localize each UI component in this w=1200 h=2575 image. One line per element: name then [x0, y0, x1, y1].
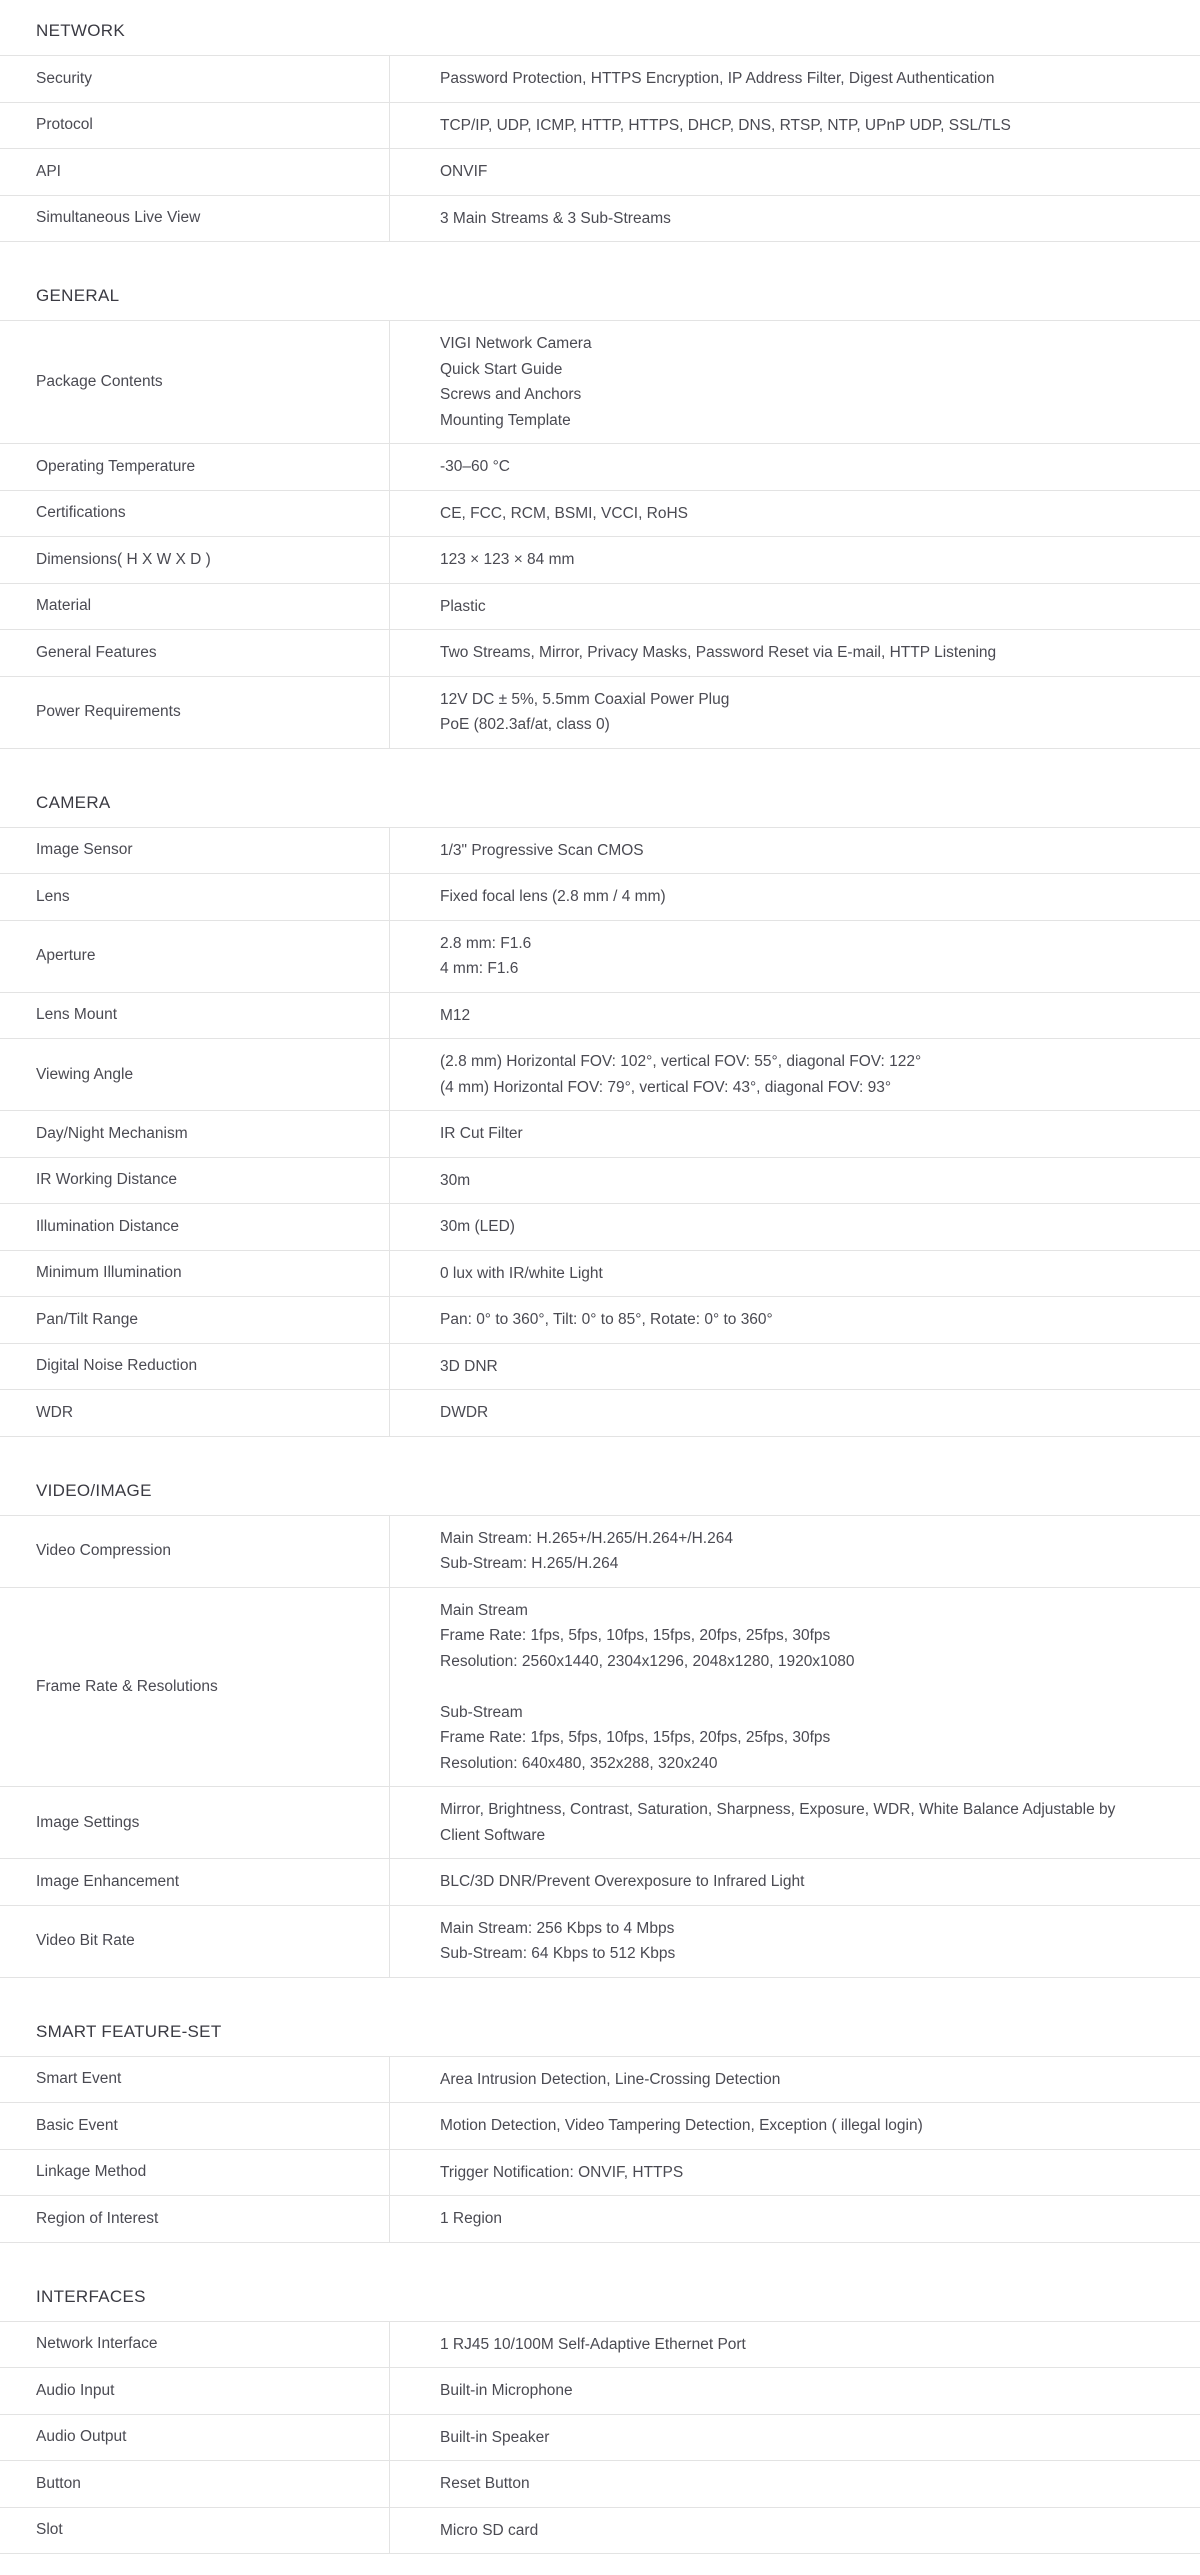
- spec-label: Day/Night Mechanism: [0, 1111, 390, 1157]
- spec-label: Image Enhancement: [0, 1859, 390, 1905]
- spec-row-power-requirements: [0, 677, 1200, 749]
- spec-row-operating-temperature: [0, 444, 1200, 491]
- spec-row-general-features: [0, 630, 1200, 677]
- spec-value: [390, 828, 1200, 874]
- spec-label: Viewing Angle: [0, 1039, 390, 1110]
- spec-row-material: [0, 584, 1200, 631]
- spec-row-video-compression: [0, 1516, 1200, 1588]
- spec-value-line: Micro SD card: [440, 2521, 539, 2539]
- spec-row-image-settings: [0, 1787, 1200, 1859]
- spec-value-line: 2.8 mm: F1.6: [440, 934, 532, 952]
- spec-value-line: 3 Main Streams & 3 Sub-Streams: [440, 209, 671, 227]
- spec-value-line: Frame Rate: 1fps, 5fps, 10fps, 15fps, 20fps, 25fps, 30fps: [440, 1729, 831, 1746]
- spec-value-line: [440, 1674, 1160, 1700]
- spec-label: Illumination Distance: [0, 1204, 390, 1250]
- spec-value-line: Reset Button: [440, 2475, 530, 2492]
- spec-value: [390, 491, 1200, 537]
- spec-row-simultaneous-live-view: [0, 196, 1200, 243]
- spec-value: [390, 56, 1200, 102]
- spec-value-line: 12V DC ± 5%, 5.5mm Coaxial Power Plug: [440, 690, 730, 708]
- spec-label: Region of Interest: [0, 2196, 390, 2242]
- spec-value-line: ONVIF: [440, 163, 488, 180]
- spec-section-camera: [0, 749, 1200, 1437]
- spec-label: Power Requirements: [0, 677, 390, 748]
- spec-section-network: [0, 0, 1200, 242]
- spec-row-wdr: [0, 1390, 1200, 1437]
- spec-value-line: Quick Start Guide: [440, 360, 563, 378]
- spec-value-line: 1 RJ45 10/100M Self-Adaptive Ethernet Port: [440, 2335, 746, 2353]
- spec-label: Video Bit Rate: [0, 1906, 390, 1977]
- spec-value-line: Pan: 0° to 360°, Tilt: 0° to 85°, Rotate: 0° to 360°: [440, 1311, 773, 1328]
- spec-value: [390, 2150, 1200, 2196]
- spec-value-line: Area Intrusion Detection, Line-Crossing Detection: [440, 2070, 781, 2088]
- spec-label: Pan/Tilt Range: [0, 1297, 390, 1343]
- spec-row-minimum-illumination: [0, 1251, 1200, 1298]
- spec-value-line: Main Stream: H.265+/H.265/H.264+/H.264: [440, 1529, 733, 1547]
- spec-row-image-enhancement: [0, 1859, 1200, 1906]
- spec-label: Material: [0, 584, 390, 630]
- spec-row-audio-output: [0, 2415, 1200, 2462]
- spec-value-line: Resolution: 2560x1440, 2304x1296, 2048x1280, 1920x1080: [440, 1652, 855, 1670]
- spec-label: Simultaneous Live View: [0, 196, 390, 242]
- spec-value-line: 4 mm: F1.6: [440, 960, 519, 977]
- spec-value-line: Resolution: 640x480, 352x288, 320x240: [440, 1754, 718, 1772]
- spec-value-line: IR Cut Filter: [440, 1125, 523, 1142]
- spec-value: [390, 2508, 1200, 2554]
- section-title: INTERFACES: [0, 2243, 1200, 2322]
- spec-value: [390, 2322, 1200, 2368]
- spec-value-line: Client Software: [440, 1826, 546, 1844]
- section-title: VIDEO/IMAGE: [0, 1437, 1200, 1516]
- spec-row-video-bit-rate: [0, 1906, 1200, 1978]
- spec-value-line: 1 Region: [440, 2210, 503, 2227]
- spec-value-line: Fixed focal lens (2.8 mm / 4 mm): [440, 888, 666, 905]
- spec-value: [390, 584, 1200, 630]
- spec-value-line: 0 lux with IR/white Light: [440, 1264, 603, 1282]
- spec-value: [390, 1158, 1200, 1204]
- spec-value: [390, 1251, 1200, 1297]
- spec-value-line: (4 mm) Horizontal FOV: 79°, vertical FOV: 43°, diagonal FOV: 93°: [440, 1078, 892, 1096]
- spec-row-aperture: [0, 921, 1200, 993]
- spec-label: IR Working Distance: [0, 1158, 390, 1204]
- spec-label: Aperture: [0, 921, 390, 992]
- spec-value: [390, 2461, 1200, 2507]
- spec-label: Linkage Method: [0, 2150, 390, 2196]
- spec-value-line: PoE (802.3af/at, class 0): [440, 716, 610, 733]
- spec-value: [390, 1588, 1200, 1787]
- spec-label: Video Compression: [0, 1516, 390, 1587]
- spec-section-video-image: [0, 1437, 1200, 1978]
- spec-value: [390, 2368, 1200, 2414]
- spec-label: Digital Noise Reduction: [0, 1344, 390, 1390]
- spec-label: Network Interface: [0, 2322, 390, 2368]
- spec-value-line: Screws and Anchors: [440, 386, 582, 403]
- section-title: CAMERA: [0, 749, 1200, 828]
- spec-value: [390, 2196, 1200, 2242]
- spec-value-line: Password Protection, HTTPS Encryption, IP Address Filter, Digest Authentication: [440, 70, 995, 87]
- spec-label: Certifications: [0, 491, 390, 537]
- spec-value-line: Two Streams, Mirror, Privacy Masks, Password Reset via E-mail, HTTP Listening: [440, 644, 997, 661]
- spec-value: [390, 321, 1200, 443]
- spec-label: API: [0, 149, 390, 195]
- spec-value: [390, 1516, 1200, 1587]
- spec-value-line: DWDR: [440, 1404, 489, 1421]
- spec-label: Frame Rate & Resolutions: [0, 1588, 390, 1787]
- spec-row-slot: [0, 2508, 1200, 2555]
- spec-row-lens: [0, 874, 1200, 921]
- spec-value: [390, 630, 1200, 676]
- spec-value-line: Motion Detection, Video Tampering Detection, Exception ( illegal login): [440, 2117, 923, 2134]
- spec-value-line: Main Stream: 256 Kbps to 4 Mbps: [440, 1919, 675, 1937]
- spec-row-security: [0, 56, 1200, 103]
- spec-value: [390, 1787, 1200, 1858]
- spec-value: [390, 149, 1200, 195]
- spec-label: Lens: [0, 874, 390, 920]
- spec-row-network-interface: [0, 2322, 1200, 2369]
- spec-value-line: Sub-Stream: H.265/H.264: [440, 1555, 619, 1572]
- spec-label: WDR: [0, 1390, 390, 1436]
- spec-label: Button: [0, 2461, 390, 2507]
- spec-value: [390, 874, 1200, 920]
- section-title: SMART FEATURE-SET: [0, 1978, 1200, 2057]
- spec-value: [390, 196, 1200, 242]
- spec-label: Operating Temperature: [0, 444, 390, 490]
- spec-label: Dimensions( H X W X D ): [0, 537, 390, 583]
- spec-value: [390, 1039, 1200, 1110]
- section-title: NETWORK: [0, 0, 1200, 56]
- spec-value: [390, 1906, 1200, 1977]
- spec-label: Package Contents: [0, 321, 390, 443]
- spec-row-smart-event: [0, 2057, 1200, 2104]
- spec-value-line: Main Stream: [440, 1601, 528, 1619]
- spec-value: [390, 1390, 1200, 1436]
- spec-value: [390, 1859, 1200, 1905]
- spec-value-line: Plastic: [440, 597, 486, 615]
- spec-value-line: 30m (LED): [440, 1218, 515, 1235]
- spec-row-digital-noise-reduction: [0, 1344, 1200, 1391]
- spec-value-line: M12: [440, 1006, 471, 1024]
- spec-value-line: Built-in Microphone: [440, 2382, 573, 2399]
- spec-section-general: [0, 242, 1200, 749]
- spec-value: [390, 1204, 1200, 1250]
- spec-label: General Features: [0, 630, 390, 676]
- spec-row-lens-mount: [0, 993, 1200, 1040]
- spec-value-line: Mounting Template: [440, 411, 571, 429]
- spec-value: [390, 677, 1200, 748]
- spec-value: [390, 103, 1200, 149]
- spec-value-line: -30–60 °C: [440, 458, 510, 475]
- spec-value: [390, 2415, 1200, 2461]
- spec-row-api: [0, 149, 1200, 196]
- spec-value: [390, 1111, 1200, 1157]
- spec-row-ir-working-distance: [0, 1158, 1200, 1205]
- spec-value: [390, 2057, 1200, 2103]
- spec-section-interfaces: [0, 2243, 1200, 2555]
- spec-value-line: 3D DNR: [440, 1357, 498, 1375]
- spec-value-line: Frame Rate: 1fps, 5fps, 10fps, 15fps, 20fps, 25fps, 30fps: [440, 1627, 831, 1644]
- spec-value-line: Sub-Stream: [440, 1703, 523, 1721]
- spec-section-smart-feature-set: [0, 1978, 1200, 2243]
- spec-value-line: BLC/3D DNR/Prevent Overexposure to Infrared Light: [440, 1873, 805, 1890]
- spec-row-basic-event: [0, 2103, 1200, 2150]
- spec-row-day-night-mechanism: [0, 1111, 1200, 1158]
- spec-value: [390, 1344, 1200, 1390]
- spec-value-line: TCP/IP, UDP, ICMP, HTTP, HTTPS, DHCP, DNS, RTSP, NTP, UPnP UDP, SSL/TLS: [440, 116, 1011, 134]
- spec-label: Audio Input: [0, 2368, 390, 2414]
- spec-value: [390, 921, 1200, 992]
- spec-label: Minimum Illumination: [0, 1251, 390, 1297]
- spec-row-button: [0, 2461, 1200, 2508]
- spec-value-line: 30m: [440, 1171, 471, 1189]
- spec-row-frame-rate-resolutions: [0, 1588, 1200, 1788]
- spec-row-illumination-distance: [0, 1204, 1200, 1251]
- spec-value-line: 123 × 123 × 84 mm: [440, 551, 575, 568]
- spec-label: Image Sensor: [0, 828, 390, 874]
- spec-label: Slot: [0, 2508, 390, 2554]
- spec-row-image-sensor: [0, 828, 1200, 875]
- spec-row-viewing-angle: [0, 1039, 1200, 1111]
- spec-value-line: (2.8 mm) Horizontal FOV: 102°, vertical FOV: 55°, diagonal FOV: 122°: [440, 1053, 922, 1070]
- spec-value-line: VIGI Network Camera: [440, 335, 592, 352]
- spec-row-region-of-interest: [0, 2196, 1200, 2243]
- spec-value: [390, 537, 1200, 583]
- spec-label: Image Settings: [0, 1787, 390, 1858]
- spec-row-certifications: [0, 491, 1200, 538]
- spec-value: [390, 993, 1200, 1039]
- spec-value-line: 1/3" Progressive Scan CMOS: [440, 841, 644, 859]
- spec-row-audio-input: [0, 2368, 1200, 2415]
- spec-row-pan-tilt-range: [0, 1297, 1200, 1344]
- spec-label: Protocol: [0, 103, 390, 149]
- spec-label: Basic Event: [0, 2103, 390, 2149]
- spec-row-dimensions-h-x-w-x-d: [0, 537, 1200, 584]
- spec-value-line: Built-in Speaker: [440, 2428, 550, 2446]
- spec-label: Lens Mount: [0, 993, 390, 1039]
- spec-label: Smart Event: [0, 2057, 390, 2103]
- spec-value-line: CE, FCC, RCM, BSMI, VCCI, RoHS: [440, 504, 689, 522]
- spec-value: [390, 2103, 1200, 2149]
- section-title: GENERAL: [0, 242, 1200, 321]
- spec-row-package-contents: [0, 321, 1200, 444]
- spec-value-line: Trigger Notification: ONVIF, HTTPS: [440, 2163, 684, 2181]
- spec-label: Audio Output: [0, 2415, 390, 2461]
- spec-value-line: Mirror, Brightness, Contrast, Saturation, Sharpness, Exposure, WDR, White Balance Adjustable by: [440, 1801, 1116, 1818]
- spec-row-protocol: [0, 103, 1200, 150]
- spec-row-linkage-method: [0, 2150, 1200, 2197]
- spec-value: [390, 1297, 1200, 1343]
- spec-label: Security: [0, 56, 390, 102]
- spec-value: [390, 444, 1200, 490]
- spec-value-line: Sub-Stream: 64 Kbps to 512 Kbps: [440, 1945, 676, 1962]
